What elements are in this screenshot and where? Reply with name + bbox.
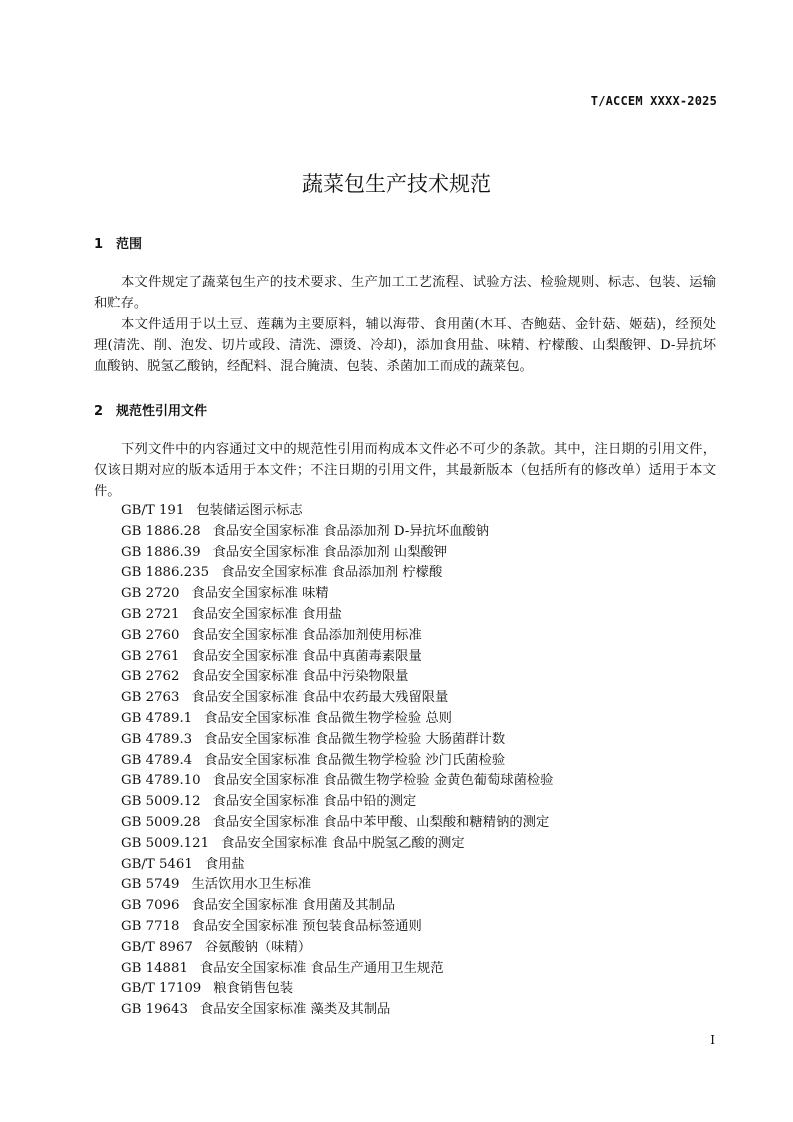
reference-item <box>121 688 553 709</box>
reference-title: 食品安全国家标准 食品中农药最大残留限量 <box>191 690 449 706</box>
reference-item <box>121 1000 553 1021</box>
reference-code: GB 19643 <box>121 1002 188 1018</box>
reference-title: 食品安全国家标准 食品添加剂 山梨酸钾 <box>212 544 448 560</box>
standard-code: T/ACCEM XXXX-2025 <box>590 94 717 108</box>
reference-title: 生活饮用水卫生标准 <box>191 877 312 893</box>
reference-code: GB 2760 <box>121 627 180 643</box>
reference-code: GB 2721 <box>121 606 180 622</box>
reference-title: 食品安全国家标准 食品生产通用卫生规范 <box>199 960 444 976</box>
reference-item <box>121 813 553 834</box>
reference-code: GB 14881 <box>121 960 188 976</box>
reference-title: 食品安全国家标准 食品微生物学检验 大肠菌群计数 <box>204 731 506 747</box>
reference-item <box>121 667 553 688</box>
reference-code: GB 1886.28 <box>121 523 201 539</box>
reference-title: 食品安全国家标准 食品中苯甲酸、山梨酸和糖精钠的测定 <box>212 814 550 830</box>
reference-title: 食品安全国家标准 藻类及其制品 <box>199 1002 391 1018</box>
reference-title: 食品安全国家标准 食品微生物学检验 金黄色葡萄球菌检验 <box>212 773 554 789</box>
reference-item <box>121 959 553 980</box>
reference-title: 食品安全国家标准 预包装食品标签通则 <box>191 918 422 934</box>
reference-item <box>121 855 553 876</box>
reference-code: GB 5009.28 <box>121 814 201 830</box>
reference-title: 食品安全国家标准 食品中真菌毒素限量 <box>191 648 422 664</box>
reference-item <box>121 563 553 584</box>
reference-title: 食品安全国家标准 食用盐 <box>191 606 342 622</box>
reference-title: 食品安全国家标准 食品微生物学检验 总则 <box>204 710 452 726</box>
references-intro-paragraph: 下列文件中的内容通过文中的规范性引用而构成本文件必不可少的条款。其中，注日期的引用文件，仅该日期对应的版本适用于本文件；不注日期的引用文件，其最新版本（包括所有的修改单）适用于本文件。 <box>94 442 716 499</box>
reference-item <box>121 979 553 1000</box>
reference-item <box>121 896 553 917</box>
reference-code: GB 5009.12 <box>121 794 201 810</box>
reference-code: GB 5749 <box>121 877 180 893</box>
reference-code: GB 7718 <box>121 918 180 934</box>
section-number: 2 <box>94 404 104 419</box>
section-heading-scope <box>94 233 142 252</box>
reference-item <box>121 771 553 792</box>
reference-code: GB 1886.235 <box>121 565 210 581</box>
reference-title: 食品安全国家标准 味精 <box>191 586 329 602</box>
page-number: I <box>710 1033 715 1047</box>
reference-item <box>121 938 553 959</box>
reference-code: GB 4789.10 <box>121 773 201 789</box>
reference-item <box>121 875 553 896</box>
reference-code: GB/T 8967 <box>121 939 193 955</box>
reference-list <box>121 501 553 1021</box>
reference-code: GB 4789.4 <box>121 752 193 768</box>
scope-paragraph-2: 本文件适用于以土豆、莲藕为主要原料，辅以海带、食用菌(木耳、杏鲍菇、金针菇、姬菇)，经预处理(清洗、削、泡发、切片或段、清洗、漂烫、冷却)，添加食用盐、味精、柠檬酸、山梨酸钾、D-异抗坏血酸钠、脱氢乙酸钠，经配料、混合腌渍、包装、杀菌加工而成的蔬菜包。 <box>94 317 716 374</box>
reference-code: GB 5009.121 <box>121 835 210 851</box>
reference-item <box>121 543 553 564</box>
document-title: 蔬菜包生产技术规范 <box>302 172 491 196</box>
reference-code: GB 4789.1 <box>121 710 193 726</box>
reference-item <box>121 647 553 668</box>
reference-title: 食品安全国家标准 食品微生物学检验 沙门氏菌检验 <box>204 752 506 768</box>
reference-code: GB 2761 <box>121 648 180 664</box>
reference-title: 食品安全国家标准 食品中铅的测定 <box>212 794 417 810</box>
reference-item <box>121 730 553 751</box>
reference-title: 谷氨酸钠（味精） <box>204 939 312 955</box>
section-title: 范围 <box>116 237 143 252</box>
reference-code: GB 2762 <box>121 669 180 685</box>
reference-code: GB 2763 <box>121 690 180 706</box>
reference-item <box>121 605 553 626</box>
section-heading-normative-references <box>94 400 207 419</box>
reference-item <box>121 584 553 605</box>
reference-title: 食品安全国家标准 食用菌及其制品 <box>191 898 396 914</box>
reference-code: GB/T 5461 <box>121 856 193 872</box>
reference-title: 食品安全国家标准 食品添加剂 柠檬酸 <box>221 565 443 581</box>
section-number: 1 <box>94 237 104 252</box>
reference-item <box>121 792 553 813</box>
scope-paragraph-1: 本文件规定了蔬菜包生产的技术要求、生产加工工艺流程、试验方法、检验规则、标志、包装、运输和贮存。 <box>94 275 716 311</box>
reference-item <box>121 501 553 522</box>
reference-title: 食用盐 <box>204 856 245 872</box>
reference-title: 包装储运图示标志 <box>196 503 303 518</box>
reference-code: GB 1886.39 <box>121 544 201 560</box>
reference-code: GB 4789.3 <box>121 731 193 747</box>
reference-title: 食品安全国家标准 食品添加剂使用标准 <box>191 627 422 643</box>
section-title: 规范性引用文件 <box>116 404 208 419</box>
reference-code: GB 2720 <box>121 586 180 602</box>
reference-item <box>121 626 553 647</box>
reference-item <box>121 834 553 855</box>
reference-code: GB 7096 <box>121 898 180 914</box>
reference-item <box>121 709 553 730</box>
reference-title: 食品安全国家标准 食品中污染物限量 <box>191 669 409 685</box>
reference-item <box>121 522 553 543</box>
reference-title: 食品安全国家标准 食品中脱氢乙酸的测定 <box>221 835 465 851</box>
reference-item <box>121 751 553 772</box>
reference-code: GB/T 191 <box>121 503 185 518</box>
reference-code: GB/T 17109 <box>121 981 202 997</box>
reference-title: 食品安全国家标准 食品添加剂 D-异抗坏血酸钠 <box>212 523 490 539</box>
reference-item <box>121 917 553 938</box>
reference-title: 粮食销售包装 <box>213 981 294 997</box>
